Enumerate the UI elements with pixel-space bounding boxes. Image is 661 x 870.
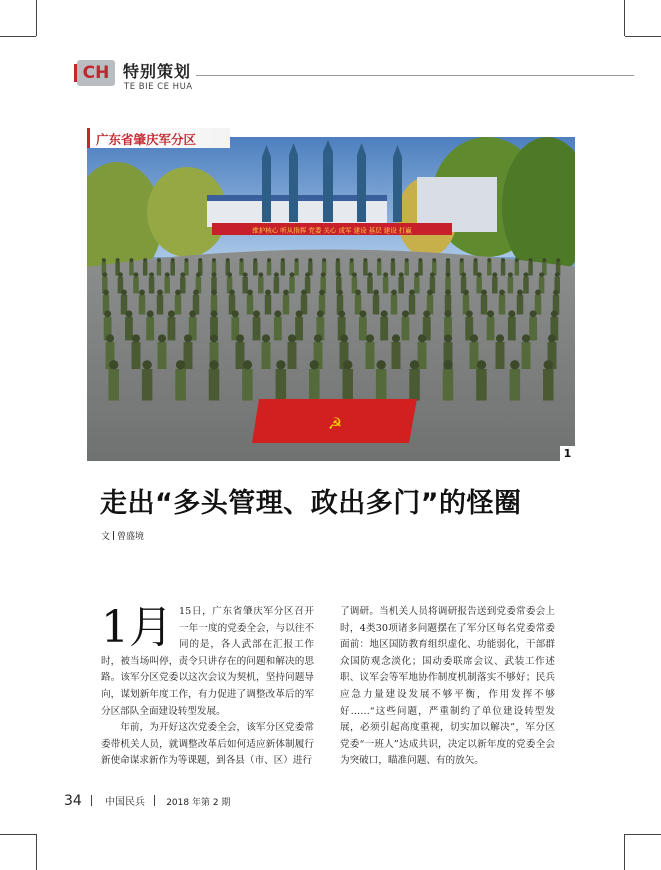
section-title: 特别策划 [123, 62, 192, 81]
byline [101, 529, 144, 542]
dropcap: 1月 [101, 602, 173, 653]
crop-mark [625, 834, 661, 835]
paragraph [101, 604, 314, 720]
crop-mark [36, 0, 37, 36]
photo-banner-text: 维护核心 听从指挥 党委 关心 成军 建设 基层 建设 打赢 [252, 226, 412, 235]
photo-location-text: 广东省肇庆军分区 [96, 132, 197, 147]
author-name: 曾盛境 [117, 532, 145, 542]
issue-label: 2018 年第 2 期 [166, 798, 231, 808]
article-title: 走出“多头管理、政出多门”的怪圈 [100, 488, 522, 519]
body-column-left [101, 604, 314, 770]
magazine-name: 中国民兵 [105, 797, 146, 808]
crop-mark [36, 834, 37, 870]
crop-mark [625, 36, 661, 37]
page-footer [64, 790, 230, 809]
body-column-right [340, 604, 555, 770]
paragraph-text: 15日，广东省肇庆军分区召开一年一度的党委全会，与以往不同的是，各人武部在汇报工作时，被当场叫停，责令只讲存在的问题和解决的思路。该军分区党委以这次会议为契机，坚持问题导向，谋划新年度工作，有力促进了调整改革后的军分区部队全面建设转型发展。 [101, 606, 314, 717]
section-badge [77, 60, 115, 86]
footer-separator [154, 795, 155, 806]
article-photo [87, 137, 575, 461]
byline-label: 文 [101, 532, 111, 542]
photo-number: 1 [560, 446, 575, 461]
crop-mark [0, 36, 36, 37]
paragraph: 年前，为开好这次党委全会，该军分区党委常委带机关人员，就调整改革后如何适应新体制履行新使命谋求新作为等课题，到各县（市、区）进行 [101, 722, 314, 767]
footer-separator [91, 795, 92, 806]
byline-separator [113, 531, 114, 540]
crop-mark [624, 0, 625, 36]
crop-mark [624, 834, 625, 870]
photo-location-tag [87, 128, 230, 148]
section-title-pinyin: TE BIE CE HUA [124, 82, 193, 92]
paragraph: 了调研。当机关人员将调研报告送到党委常委会上时，4类30项诸多问题摆在了军分区每名党委常委面前：地区国防教育组织虚化、功能弱化，干部群众国防观念淡化；国动委联席会议、武装工作述职、议军会等军地协作制度机制落实不够好；民兵应急力量建设发展不够平衡，作用发挥不够好……“这些问题，严重制约了单位建设转型发展，必须引起高度重视，切实加以解决”，军分区党委“一班人”达成共识，决定以新年度的党委全会为突破口，瞄准问题、有的放矢。 [340, 606, 555, 767]
svg-text:☭: ☭ [327, 414, 343, 433]
header-divider [196, 75, 634, 76]
crop-mark [0, 834, 36, 835]
page-number: 34 [64, 793, 82, 809]
section-badge-text: CH [82, 63, 110, 83]
